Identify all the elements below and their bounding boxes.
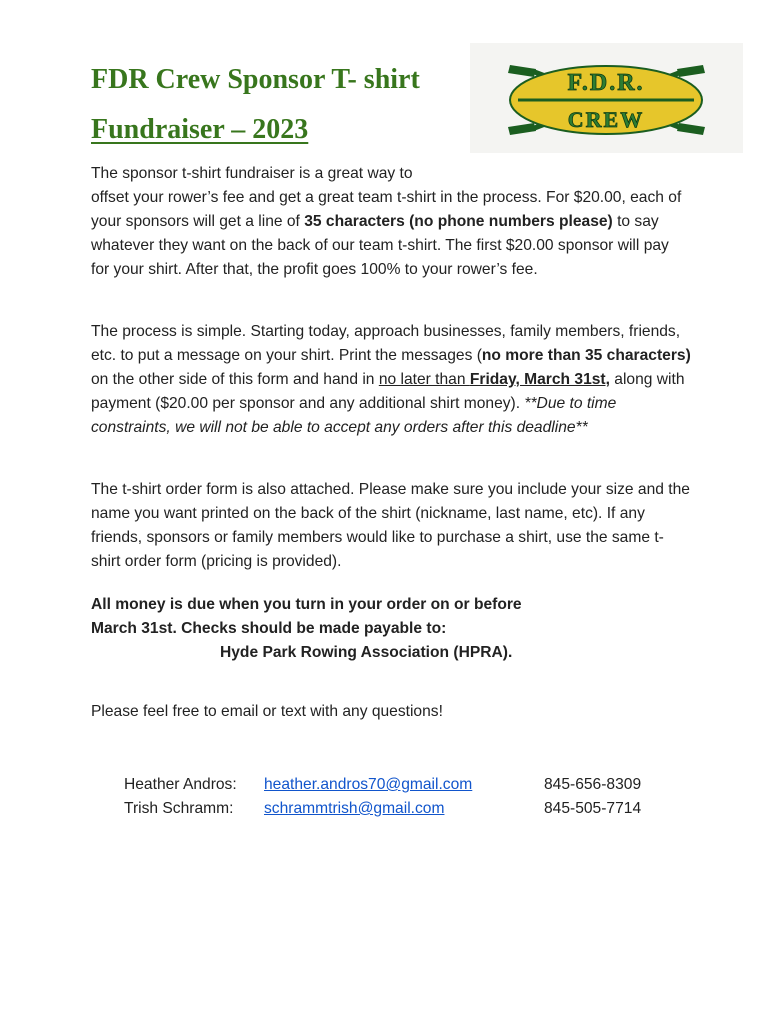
payee-name: Hyde Park Rowing Association (HPRA).: [220, 644, 513, 661]
intro-bold-characters: 35 characters (no phone numbers please): [304, 213, 613, 230]
contact-email-link[interactable]: heather.andros70@gmail.com: [264, 776, 473, 793]
intro-paragraph: [91, 162, 691, 282]
logo-text-bottom: CREW: [567, 107, 645, 132]
process-text-2: on the other side of this form and hand in: [91, 371, 379, 388]
page-title-line-1: FDR Crew Sponsor T- shirt: [91, 64, 420, 95]
questions-paragraph: Please feel free to email or text with any questions!: [91, 703, 443, 720]
process-paragraph: [91, 320, 691, 440]
process-text-3: along with payment ($20.00 per sponsor and any additional shirt money).: [91, 371, 685, 412]
contact-row: [124, 797, 684, 821]
payment-paragraph: [91, 593, 711, 665]
payment-line-1: All money is due when you turn in your order on or before: [91, 596, 522, 613]
process-text-1: The process is simple. Starting today, approach businesses, family members, friends, etc. to put a message on your shirt. Print the messages (: [91, 323, 681, 364]
intro-text-1: The sponsor t-shirt fundraiser is a great way to: [91, 165, 413, 182]
contact-name: Trish Schramm:: [124, 800, 234, 817]
process-deadline-note: **Due to time constraints, we will not be able to accept any orders after this deadline**: [91, 395, 617, 436]
order-form-paragraph: The t-shirt order form is also attached. Please make sure you include your size and the name you want printed on the back of the shirt (nickname, last name, etc). If any friends, sponsors or family members would like to purchase a shirt, use the same t-shirt order form (pricing is provided).: [91, 481, 690, 570]
payment-line-2: March 31st. Checks should be made payable to:: [91, 620, 447, 637]
fdr-crew-logo: [470, 43, 743, 153]
logo-text-top: F.D.R.: [567, 70, 645, 96]
page-title-line-2: Fundraiser – 2023: [91, 114, 309, 145]
contact-phone: 845-505-7714: [544, 800, 642, 817]
process-underline-deadline: no later than: [378, 371, 470, 388]
process-deadline-date: Friday, March 31st,: [469, 371, 610, 388]
intro-text-3: to say whatever they want on the back of our team t-shirt. The first $20.00 sponsor will pay for your shirt. After that, the profit goes 100% to your rower’s fee.: [91, 213, 669, 278]
process-bold-limit: no more than 35 characters): [481, 347, 691, 364]
contact-phone: 845-656-8309: [544, 776, 642, 793]
contact-name: Heather Andros:: [124, 776, 237, 793]
contacts-list: [124, 773, 684, 821]
contact-email-link[interactable]: schrammtrish@gmail.com: [264, 800, 445, 817]
contact-row: [124, 773, 684, 797]
intro-text-2: offset your rower’s fee and get a great team t-shirt in the process. For $20.00, each of your sponsors will get a line of: [91, 189, 682, 230]
